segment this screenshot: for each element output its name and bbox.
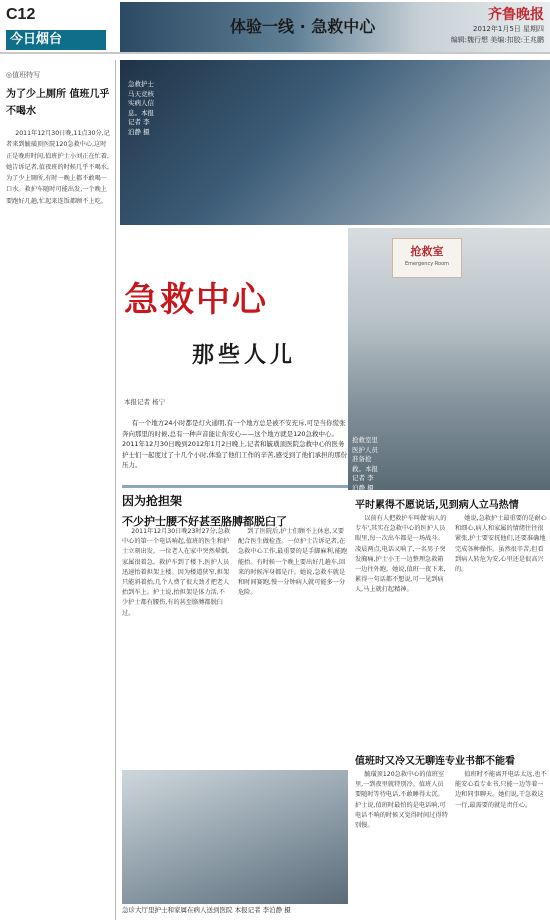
sidebar-title: 为了少上厕所 值班几乎不喝水 <box>6 89 110 117</box>
header-meta <box>424 24 544 46</box>
headline: 急救中心 <box>124 280 268 320</box>
photo3-caption: 抢救室里医护人员准备抢救。本报记者 李泊静 摄 <box>352 436 378 492</box>
section1-header <box>122 485 348 529</box>
section1-title: 不少护士腰不好甚至胳膊都脱臼了 <box>122 515 287 528</box>
right2-col1: 毓璜顶120急救中心的值班室里,一到夜里就特别冷。值班人员要随时等待电话,不敢睡得太沉。护士说,值班时最怕的是电话响,可电话不响的时候又觉得时间过得特别慢。 <box>355 771 448 830</box>
sign-text-en: Emergency Room <box>404 261 450 267</box>
photo4-caption: 急诊大厅里护士和家属在病人送到医院 本报记者 李泊静 摄 <box>122 906 291 914</box>
section1-col1: 2011年12月30日晚23时27分,急救中心的第一个电话响起,值班的医生和护士立刻出发。一位老人在家中突然晕倒,家属很着急。救护车到了楼下,医护人员迅速抬着担架上楼。因为楼道狭窄,担架只能斜着抬,几个人费了很大劲才把老人抬到车上。护士说,抬担架是体力活,不少护士都有腰伤,有的甚至胳膊都脱臼过。 <box>122 528 230 617</box>
right2-title: 值班时又冷又无聊连专业书都不能看 <box>355 756 515 767</box>
section1-tag: 因为抢担架 <box>122 494 183 508</box>
column-divider <box>115 60 116 920</box>
photo1-caption: 急救护士马天竞核实病人信息。本报记者 李泊静 摄 <box>128 80 154 136</box>
byline: 本报记者 杨宁 <box>124 398 166 406</box>
subheadline: 那些人儿 <box>192 343 297 368</box>
column-label: ◎值班特写 <box>6 71 41 79</box>
issue-date: 2012年1月5日 星期四 <box>473 25 544 33</box>
sidebar-text: 2011年12月30日晚,11点30分,记者来到毓璜顶医院120急救中心,这时正是晚班时间,值班护士小刘正在忙着,她告诉记者,值夜班的时候几乎不喝水,为了少上厕所,有时一晚上都不敢喝一口水。救护车随时可能出发,一个晚上要跑好几趟,忙起来连饭都顾不上吃。 <box>6 130 110 205</box>
right1-title: 平时累得不愿说话,见到病人立马热情 <box>355 500 519 511</box>
title-area <box>120 228 348 270</box>
sidebar-column <box>6 70 110 207</box>
section-label: 今日烟台 <box>6 30 106 50</box>
right2-col2: 值班时不能离开电话太远,也不能安心看专业书,只能一边等着一边和同事聊天。她们说,干急救这一行,最需要的就是责任心。 <box>455 771 547 809</box>
page-number: C12 <box>6 6 36 23</box>
lead-paragraph: 有一个地方24小时都是灯火通明,有一个地方总是被不安充斥,可是当你慌张奔向那里的时候,总有一种声音能让你安心——这个地方就是120急救中心。2011年12月30日晚到2012年1月2日晚上,记者和毓璜顶医院急救中心的医务护士们一起度过了十几个小时,体验了他们工作的辛苦,感受到了他们承担的那份压力。 <box>122 419 348 469</box>
page-header <box>0 0 550 54</box>
right1-col1: 以前有人把救护车叫做'病人的专车',其实在急救中心的医护人员眼里,每一次出车都是一场战斗。凌晨两点,电话又响了,一名男子突发胸痛,护士小王一边整理急救箱一边往外跑。她说,值班一夜下来,累得一句话都不想说,可一见到病人,马上就打起精神。 <box>355 515 447 594</box>
section1-col2: 到了医院后,护士们顾不上休息,又要配合医生做检查。一位护士告诉记者,在急救中心工作,最重要的是手脚麻利,能跑能抬。有时候一个晚上要出好几趟车,回来的时候浑身都是汗。她说,急救车就是和时间赛跑,慢一分钟病人就可能多一分危险。 <box>238 528 348 597</box>
sign-text: 抢救室 <box>410 245 444 258</box>
emergency-room-sign <box>392 238 462 278</box>
hall-photo <box>122 770 348 904</box>
editors: 编辑:魏行想 美编:扣胶:王兆鹏 <box>450 36 544 44</box>
nurse-photo <box>120 60 550 225</box>
newspaper-logo: 齐鲁晚报 <box>488 7 544 23</box>
banner-title: 体验一线 · 急救中心 <box>230 17 376 36</box>
right1-col2: 她说,急救护士最重要的是耐心和细心,病人和家属的情绪往往很紧张,护士要安抚他们,还要准确地完成各种操作。虽然很辛苦,但看到病人转危为安,心里还是很高兴的。 <box>455 515 547 574</box>
